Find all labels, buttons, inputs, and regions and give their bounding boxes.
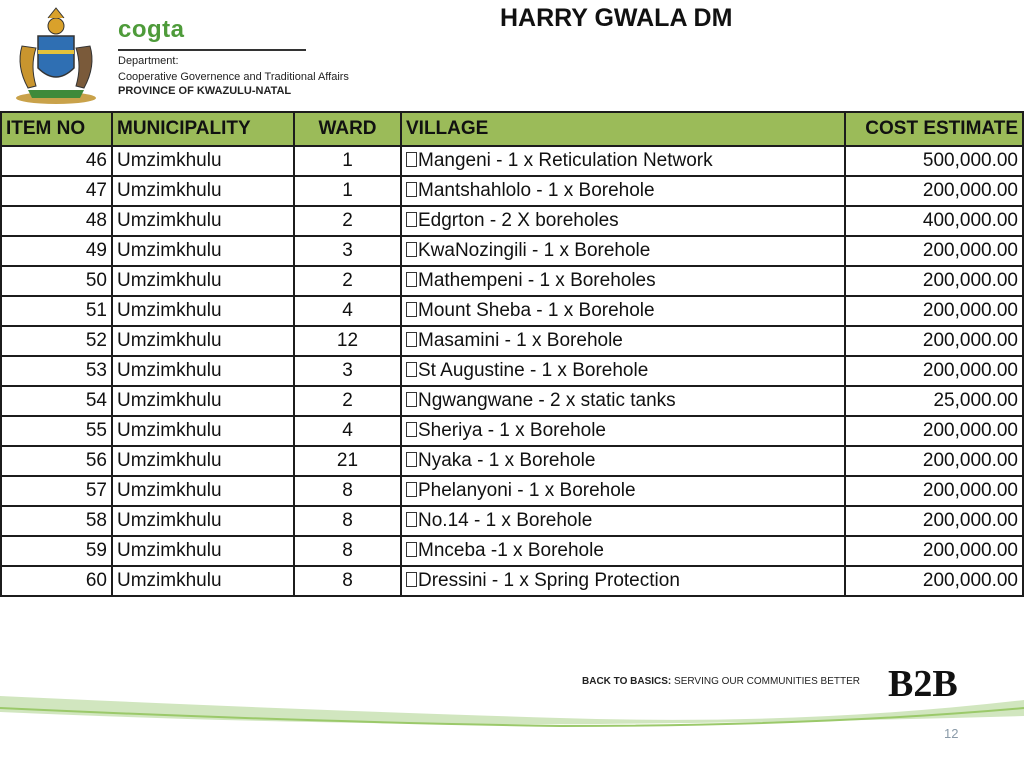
municipality-cell: Umzimkhulu — [112, 296, 294, 326]
missing-glyph-icon — [406, 212, 417, 227]
ward-cell: 2 — [294, 266, 401, 296]
village-cell — [401, 356, 845, 386]
municipality-cell: Umzimkhulu — [112, 566, 294, 596]
village-text: Ngwangwane - 2 x static tanks — [418, 390, 676, 411]
item-no-cell: 59 — [1, 536, 112, 566]
kzn-coat-of-arms-icon — [8, 6, 104, 106]
missing-glyph-icon — [406, 182, 417, 197]
village-cell — [401, 266, 845, 296]
item-no-cell: 50 — [1, 266, 112, 296]
village-cell — [401, 416, 845, 446]
cost-estimate-cell: 200,000.00 — [845, 326, 1023, 356]
village-cell — [401, 326, 845, 356]
municipality-cell: Umzimkhulu — [112, 326, 294, 356]
village-text: Nyaka - 1 x Borehole — [418, 450, 596, 471]
slogan-rest: SERVING OUR COMMUNITIES BETTER — [671, 676, 860, 687]
slide-header — [0, 0, 1024, 108]
page-title: HARRY GWALA DM — [500, 4, 733, 32]
table-row — [1, 446, 1023, 476]
ward-cell: 3 — [294, 356, 401, 386]
projects-table — [0, 111, 1024, 597]
village-text: Mangeni - 1 x Reticulation Network — [418, 150, 713, 171]
village-cell — [401, 146, 845, 176]
cost-estimate-cell: 200,000.00 — [845, 536, 1023, 566]
cost-estimate-cell: 200,000.00 — [845, 506, 1023, 536]
village-cell — [401, 566, 845, 596]
village-cell — [401, 476, 845, 506]
table-row — [1, 506, 1023, 536]
department-name: Cooperative Governence and Traditional Affairs — [118, 71, 349, 83]
missing-glyph-icon — [406, 482, 417, 497]
village-cell — [401, 206, 845, 236]
table-row — [1, 146, 1023, 176]
missing-glyph-icon — [406, 302, 417, 317]
table-row — [1, 476, 1023, 506]
ward-cell: 12 — [294, 326, 401, 356]
ward-cell: 2 — [294, 386, 401, 416]
footer-wave-decoration — [0, 660, 1024, 768]
municipality-cell: Umzimkhulu — [112, 416, 294, 446]
item-no-cell: 47 — [1, 176, 112, 206]
ward-cell: 8 — [294, 476, 401, 506]
table-row — [1, 236, 1023, 266]
item-no-cell: 53 — [1, 356, 112, 386]
village-text: Sheriya - 1 x Borehole — [418, 420, 606, 441]
missing-glyph-icon — [406, 512, 417, 527]
village-text: Mount Sheba - 1 x Borehole — [418, 300, 655, 321]
item-no-cell: 55 — [1, 416, 112, 446]
ward-cell: 8 — [294, 566, 401, 596]
missing-glyph-icon — [406, 542, 417, 557]
item-no-cell: 60 — [1, 566, 112, 596]
ward-cell: 21 — [294, 446, 401, 476]
ward-cell: 4 — [294, 416, 401, 446]
village-text: KwaNozingili - 1 x Borehole — [418, 240, 651, 261]
table-row — [1, 356, 1023, 386]
item-no-cell: 57 — [1, 476, 112, 506]
municipality-cell: Umzimkhulu — [112, 446, 294, 476]
missing-glyph-icon — [406, 242, 417, 257]
table-row — [1, 386, 1023, 416]
village-text: St Augustine - 1 x Borehole — [418, 360, 649, 381]
cogta-wordmark: cogta — [118, 16, 185, 43]
item-no-cell: 54 — [1, 386, 112, 416]
municipality-cell: Umzimkhulu — [112, 536, 294, 566]
village-cell — [401, 176, 845, 206]
village-text: Mantshahlolo - 1 x Borehole — [418, 180, 655, 201]
municipality-cell: Umzimkhulu — [112, 386, 294, 416]
cost-estimate-cell: 200,000.00 — [845, 296, 1023, 326]
province-name: PROVINCE OF KWAZULU-NATAL — [118, 85, 292, 97]
municipality-cell: Umzimkhulu — [112, 176, 294, 206]
village-text: Phelanyoni - 1 x Borehole — [418, 480, 636, 501]
table-row — [1, 416, 1023, 446]
cogta-branding — [118, 16, 349, 106]
item-no-cell: 58 — [1, 506, 112, 536]
ward-cell: 8 — [294, 536, 401, 566]
item-no-cell: 51 — [1, 296, 112, 326]
missing-glyph-icon — [406, 272, 417, 287]
department-label: Department: — [118, 55, 179, 67]
missing-glyph-icon — [406, 452, 417, 467]
municipality-cell: Umzimkhulu — [112, 236, 294, 266]
missing-glyph-icon — [406, 332, 417, 347]
cost-estimate-cell: 25,000.00 — [845, 386, 1023, 416]
table-row — [1, 326, 1023, 356]
ward-cell: 2 — [294, 206, 401, 236]
cost-estimate-cell: 200,000.00 — [845, 476, 1023, 506]
village-text: Mathempeni - 1 x Boreholes — [418, 270, 656, 291]
item-no-cell: 52 — [1, 326, 112, 356]
municipality-cell: Umzimkhulu — [112, 356, 294, 386]
ward-cell: 8 — [294, 506, 401, 536]
village-cell — [401, 446, 845, 476]
cost-estimate-cell: 500,000.00 — [845, 146, 1023, 176]
table-row — [1, 536, 1023, 566]
ward-cell: 3 — [294, 236, 401, 266]
missing-glyph-icon — [406, 572, 417, 587]
cogta-divider — [118, 49, 306, 51]
item-no-cell: 46 — [1, 146, 112, 176]
item-no-cell: 49 — [1, 236, 112, 266]
slogan-bold: BACK TO BASICS: — [582, 676, 672, 687]
village-cell — [401, 536, 845, 566]
village-cell — [401, 296, 845, 326]
column-header-ward: WARD — [294, 112, 401, 146]
municipality-cell: Umzimkhulu — [112, 146, 294, 176]
column-header-village: VILLAGE — [401, 112, 845, 146]
ward-cell: 4 — [294, 296, 401, 326]
column-header-cost-estimate: COST ESTIMATE — [845, 112, 1023, 146]
table-row — [1, 296, 1023, 326]
cost-estimate-cell: 400,000.00 — [845, 206, 1023, 236]
column-header-municipality: MUNICIPALITY — [112, 112, 294, 146]
table-header-row — [1, 112, 1023, 146]
cost-estimate-cell: 200,000.00 — [845, 236, 1023, 266]
cost-estimate-cell: 200,000.00 — [845, 446, 1023, 476]
municipality-cell: Umzimkhulu — [112, 266, 294, 296]
cost-estimate-cell: 200,000.00 — [845, 176, 1023, 206]
missing-glyph-icon — [406, 362, 417, 377]
back-to-basics-slogan — [582, 676, 860, 687]
village-text: No.14 - 1 x Borehole — [418, 510, 593, 531]
ward-cell: 1 — [294, 176, 401, 206]
village-text: Dressini - 1 x Spring Protection — [418, 570, 680, 591]
cost-estimate-cell: 200,000.00 — [845, 416, 1023, 446]
municipality-cell: Umzimkhulu — [112, 206, 294, 236]
cost-estimate-cell: 200,000.00 — [845, 266, 1023, 296]
village-cell — [401, 386, 845, 416]
village-text: Mnceba -1 x Borehole — [418, 540, 604, 561]
village-cell — [401, 236, 845, 266]
page-number: 12 — [944, 726, 959, 741]
village-text: Masamini - 1 x Borehole — [418, 330, 623, 351]
village-cell — [401, 506, 845, 536]
b2b-logo-icon — [888, 662, 962, 702]
municipality-cell: Umzimkhulu — [112, 506, 294, 536]
cost-estimate-cell: 200,000.00 — [845, 356, 1023, 386]
missing-glyph-icon — [406, 152, 417, 167]
missing-glyph-icon — [406, 422, 417, 437]
table-row — [1, 566, 1023, 596]
table-row — [1, 266, 1023, 296]
cost-estimate-cell: 200,000.00 — [845, 566, 1023, 596]
table-row — [1, 176, 1023, 206]
village-text: Edgrton - 2 X boreholes — [418, 210, 619, 231]
municipality-cell: Umzimkhulu — [112, 476, 294, 506]
missing-glyph-icon — [406, 392, 417, 407]
ward-cell: 1 — [294, 146, 401, 176]
table-row — [1, 206, 1023, 236]
b2b-logo-text: B2B — [888, 663, 958, 702]
column-header-item-no: ITEM NO — [1, 112, 112, 146]
item-no-cell: 48 — [1, 206, 112, 236]
item-no-cell: 56 — [1, 446, 112, 476]
